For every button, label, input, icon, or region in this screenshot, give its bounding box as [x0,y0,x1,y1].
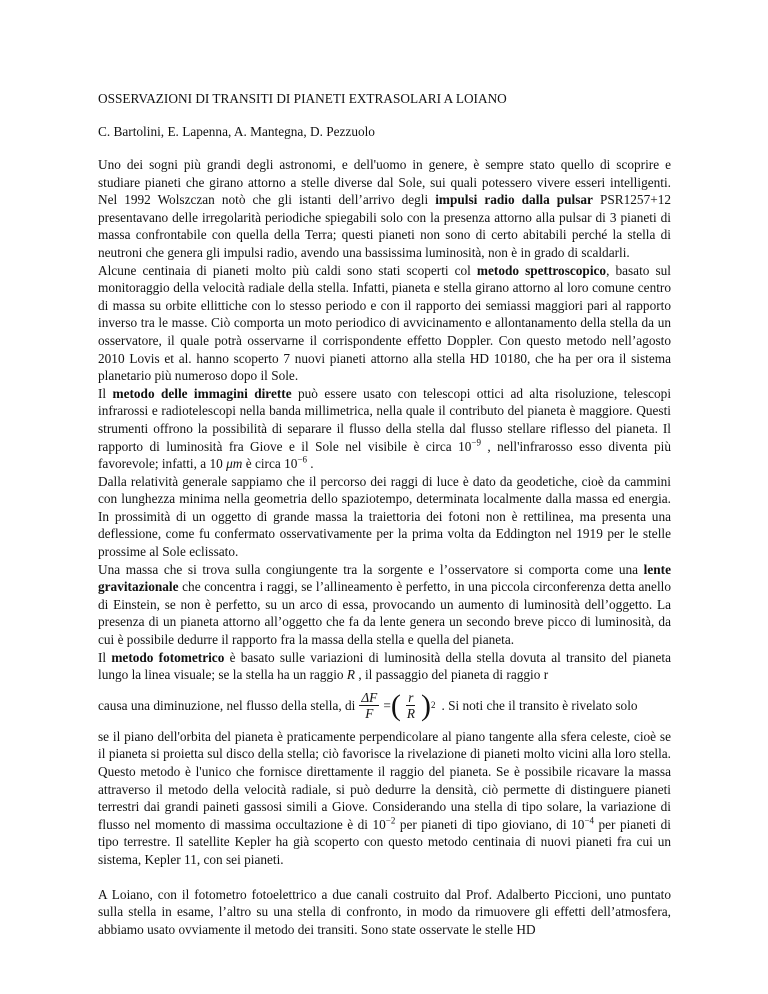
fraction-delta-f-over-f: $\frac{\Delta F}{F}$ [361,690,378,722]
paragraph-spectroscopic: Alcune centinaia di pianeti molto più caldi sono stati scoperti col metodo spettroscopico, basato sul monitoraggio della velocità radiale della stella. Infatti, pianeta e stella girano attorno al loro comune centro di massa su orbite ellittiche con lo stesso periodo e con il rapporto dei semiassi maggiori pari al rapporto inverso tra le masse. Ciò comporta un moto periodico di avvicinamento e allontanamento della stella da un osservatore, il quale potrà osservarne il corrispondente effetto Doppler. Con questo metodo nell’agosto 2010 Lovis et al. hanno scoperto 7 nuovi pianeti attorno alla stella HD 10180, che ha per ora il sistema planetario più numeroso dopo il Sole. [98,262,671,384]
equals-sign: = [383,698,391,714]
paragraph-relativity: Dalla relatività generale sappiamo che il percorso dei raggi di luce è dato da geodetiche, cioè da cammini con lunghezza minima nella geometria dello spaziotempo, determinata localmente dalla massa ed energia. In prossimità di un oggetto di grande massa la traiettoria dei fotoni non è rettilinea, ma presenta una deflessione, come fu confermato osservativamente per la prima volta da Eddington nel 1919 per le stelle prossime al Sole eclissato. [98,473,671,560]
bold-term-direct-imaging: metodo delle immagini dirette [112,385,292,401]
unit-micrometer: μm [226,456,243,472]
paragraph-photometric: Il metodo fotometrico è basato sulle variazioni di luminosità della stella dovuta al transito del pianeta lungo la linea visuale; se la stella ha un raggio R , il passaggio del pianeta di raggio r [98,649,671,683]
paragraph-direct-imaging: Il metodo delle immagini dirette può essere usato con telescopi ottici ad alta risoluzione, telescopi infrarossi e radiotelescopi nella banda millimetrica, nella quale il contributo del pianeta è maggiore. Questi strumenti offrono la possibilità di separare il flusso della stella dal flusso stellare riflesso del pianeta. Il rapporto di luminosità fra Giove e il Sole nel visibile è circa $10^{-9}$ , nell'infrarosso esso diventa più favorevole; infatti, a 10 μm è circa $10^{-6}$ . [98,385,672,472]
paragraph-transit-detection: se il piano dell'orbita del pianeta è praticamente perpendicolare al piano tangente alla sfera celeste, cioè se il pianeta si proietta sul disco della stella; ciò favorisce la rivelazione di pianeti molto vicini alla loro stella. Questo metodo è l'unico che fornisce direttamente il raggio del pianeta. Se è possibile ricavare la massa attraverso il metodo della velocità radiale, si può dedurre la densità, ciò permette di distinguere pianeti terrestri dai grandi paineti gassosi simili a Giove. Considerando una stella di tipo solare, la variazione di flusso nel momento di massima occultazione è di $10^{-2}$ per pianeti di tipo gioviano, di $10^{-4}$ per pianeti di tipo terrestre. Il satellite Kepler ha già scoperto con questo metodo centinaia di nuovi pianeti fra cui un sistema, Kepler 11, con sei pianeti. [98,728,671,867]
fraction-r-over-R: $\frac{r}{R}$ [406,690,415,722]
exponent: −2 [385,815,396,826]
bold-term-photometric: metodo fotometrico [111,649,225,665]
document-title: OSSERVAZIONI DI TRANSITI DI PIANETI EXTRASOLARI A LOIANO [98,91,507,106]
bold-term-pulsar: impulsi radio dalla pulsar [435,192,593,208]
equation-line: causa una diminuzione, nel flusso della stella, di $\frac{\Delta F}{F}$ = ( $\frac{r}{R}$ ) 2 . Si noti che il transito è rivelato solo [98,688,638,722]
paragraph-intro: Uno dei sogni più grandi degli astronomi, e dell'uomo in genere, è sempre stato quello di scoprire e studiare pianeti che girano attorno a stelle diverse dal Sole, sui quali potessero vivere esseri intelligenti. Nel 1992 Wolszczan notò che gli istanti dell’arrivo degli impulsi radio dalla pulsar PSR1257+12 presentavano delle irregolarità periodiche spiegabili solo con la presenza attorno alla pulsar di 3 pianeti di massa confrontabile con quella della Terra; questi pianeti non sono di certo abitabili perché la stella di neutroni che genera gli impulsi radio, avendo una bassissima luminosità, non è in grado di scaldarli. [98,157,672,260]
bold-term-gravitational-lens: lente gravitazionale [98,561,671,595]
paragraph-loiano: A Loiano, con il fotometro fotoelettrico a due canali costruito dal Prof. Adalberto Piccioni, uno puntato sulla stella in esame, l’altro su una stella di confronto, in modo da rimuovere gli effetti dell’atmosfera, abbiamo usato ovviamente il metodo dei transiti. Sono state osservate le stelle HD [98,886,671,937]
right-paren: ) [420,688,431,722]
authors-line: C. Bartolini, E. Lapenna, A. Mantegna, D. Pezzuolo [98,124,375,139]
left-paren: ( [390,688,401,722]
document-body [98,156,671,938]
paragraph-gravitational-lens: Una massa che si trova sulla congiungente tra la sorgente e l’osservatore si comporta come una lente gravitazionale che concentra i raggi, se l’allineamento è perfetto, in una piccola circonferenza detta anello di Einstein, se non è perfetto, su un arco di essa, provocando un aumento di luminosità dell’oggetto. La presenza di un pianeta attorno all’oggetto che fa da lente genera un secondo breve picco di luminosità, da cui è possibile dedurre il rapporto fra la massa della stella e quella del pianeta. [98,561,671,648]
equation-exponent: 2 [430,700,436,711]
variable-R: R [346,667,356,683]
bold-term-spectroscopic: metodo spettroscopico [476,262,607,278]
exponent: −9 [471,437,481,448]
exponent: −6 [297,454,307,465]
exponent: −4 [584,815,595,826]
